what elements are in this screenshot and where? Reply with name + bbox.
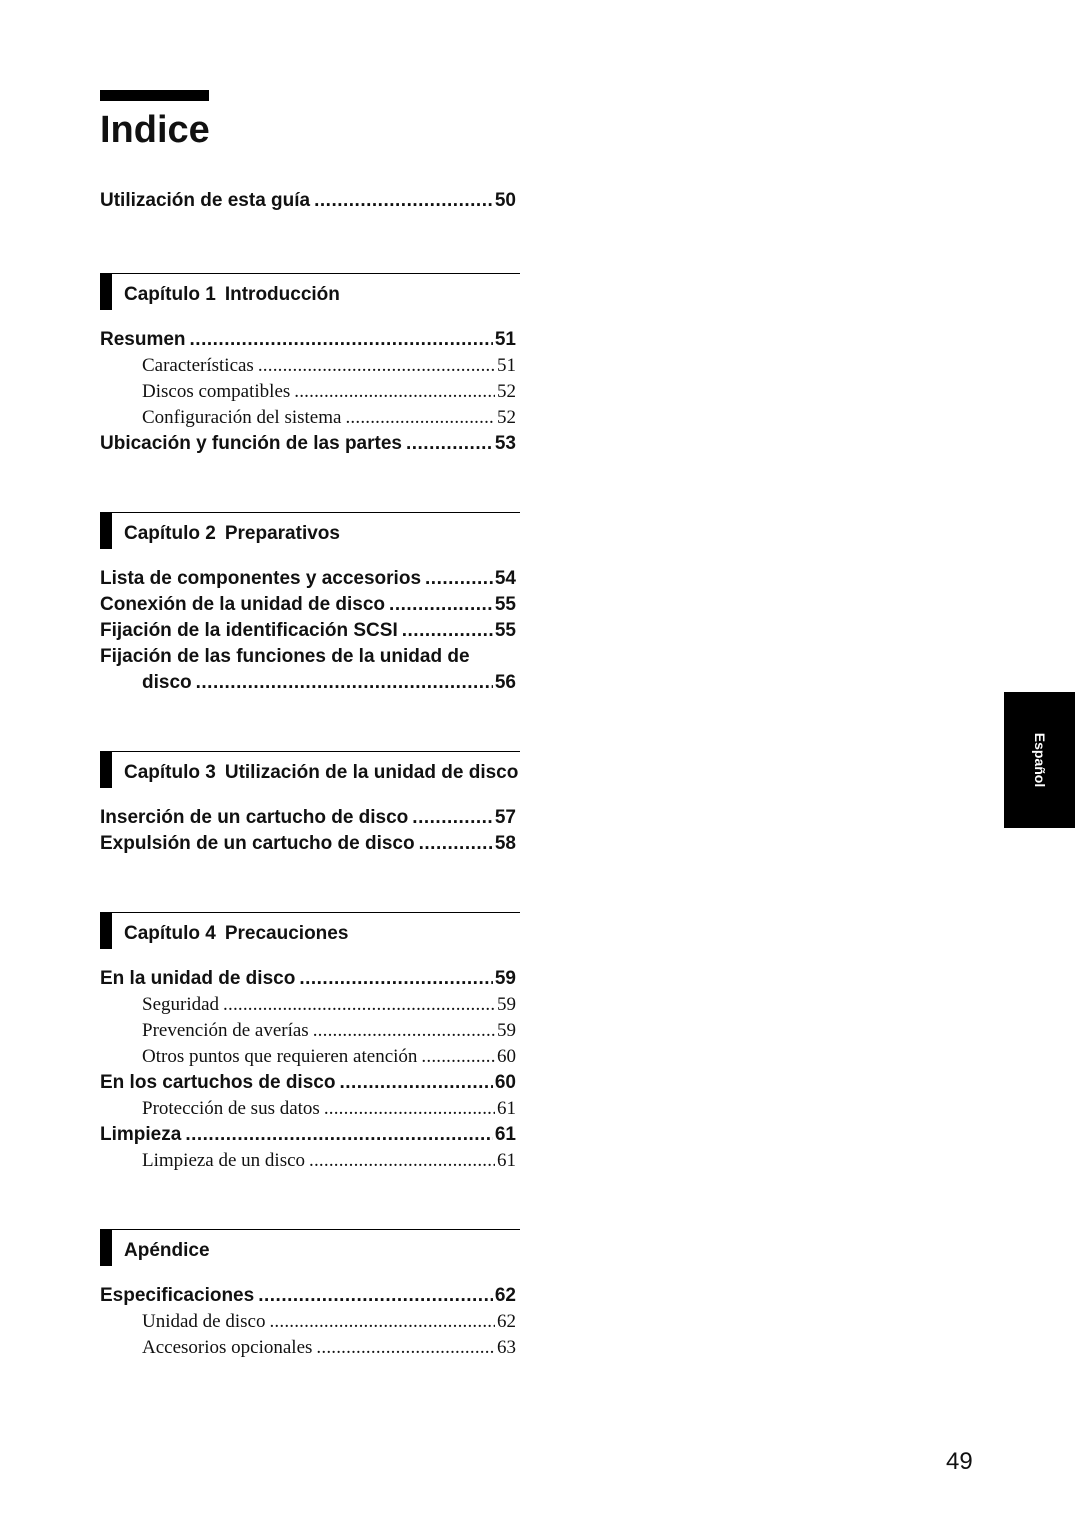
chapter-marker xyxy=(100,274,112,310)
dot-leader xyxy=(190,327,493,353)
toc-entry-label: Resumen xyxy=(100,329,186,350)
dot-leader xyxy=(412,805,493,831)
toc-entry-lista-componentes[interactable] xyxy=(100,566,520,592)
toc-subentry-limpieza-disco[interactable] xyxy=(100,1148,520,1174)
toc-subentry-discos-compatibles[interactable] xyxy=(100,379,520,405)
toc-entry-page: 60 xyxy=(494,1072,516,1093)
chapter-marker xyxy=(100,913,112,949)
language-tab[interactable] xyxy=(1004,692,1075,828)
chapter-name: Utilización de la unidad de disco xyxy=(224,762,519,783)
toc-entry-page: 62 xyxy=(494,1285,516,1306)
toc-subentry-page: 60 xyxy=(497,1046,516,1067)
toc-subentry-accesorios[interactable] xyxy=(100,1335,520,1361)
chapter-number: Capítulo 2 xyxy=(124,523,216,544)
dot-leader xyxy=(258,353,495,379)
chapter-name: Precauciones xyxy=(224,923,349,944)
dot-leader xyxy=(313,1018,495,1044)
toc-entry-page: 56 xyxy=(494,672,516,693)
title-rule xyxy=(100,90,209,101)
dot-leader xyxy=(294,379,495,405)
chapter-number: Capítulo 1 xyxy=(124,284,216,305)
chapter-marker xyxy=(100,513,112,549)
toc-subentry-otros-puntos[interactable] xyxy=(100,1044,520,1070)
toc-entry-page: 58 xyxy=(494,833,516,854)
chapter-name: Introducción xyxy=(224,284,340,305)
toc-entry-label: disco xyxy=(142,672,192,693)
dot-leader xyxy=(402,618,493,644)
toc-subentry-page: 51 xyxy=(497,355,516,376)
toc-subentry-page: 61 xyxy=(497,1098,516,1119)
dot-leader xyxy=(223,992,495,1018)
language-tab-label: Español xyxy=(1031,732,1048,788)
dot-leader xyxy=(314,188,493,214)
toc-subentry-label: Prevención de averías xyxy=(142,1020,309,1041)
toc-entry-fijacion-scsi[interactable] xyxy=(100,618,520,644)
dot-leader xyxy=(421,1044,495,1070)
chapter-marker xyxy=(100,752,112,788)
toc-subentry-page: 59 xyxy=(497,994,516,1015)
toc-entry-page: 51 xyxy=(494,329,516,350)
dot-leader xyxy=(258,1283,493,1309)
dot-leader xyxy=(299,966,493,992)
toc-entry-label: En los cartuchos de disco xyxy=(100,1072,336,1093)
chapter-number: Capítulo 4 xyxy=(124,923,216,944)
toc-entry-en-la-unidad[interactable] xyxy=(100,966,520,992)
toc-entry-fijacion-funciones[interactable] xyxy=(100,670,520,696)
dot-leader xyxy=(185,1122,493,1148)
chapter-heading-2 xyxy=(100,512,520,556)
dot-leader xyxy=(345,405,495,431)
toc-entry-limpieza[interactable] xyxy=(100,1122,520,1148)
toc-entry-expulsion[interactable] xyxy=(100,831,520,857)
toc-subentry-page: 62 xyxy=(497,1311,516,1332)
dot-leader xyxy=(406,431,493,457)
chapter-number: Capítulo 3 xyxy=(124,762,216,783)
toc-entry-page: 61 xyxy=(494,1124,516,1145)
toc-entry-page: 55 xyxy=(494,594,516,615)
toc-entry-label: Utilización de esta guía xyxy=(100,190,311,211)
toc-subentry-label: Configuración del sistema xyxy=(142,407,342,428)
toc-entry-page: 54 xyxy=(494,568,516,589)
toc-subentry-proteccion[interactable] xyxy=(100,1096,520,1122)
toc-subentry-seguridad[interactable] xyxy=(100,992,520,1018)
page-title: Indice xyxy=(100,109,210,151)
toc-subentry-page: 52 xyxy=(497,381,516,402)
toc-entry-label: Conexión de la unidad de disco xyxy=(100,594,386,615)
dot-leader xyxy=(425,566,493,592)
toc-entry-label: Limpieza xyxy=(100,1124,182,1145)
toc-entry-page: 53 xyxy=(494,433,516,454)
appendix-heading xyxy=(100,1229,520,1273)
chapter-marker xyxy=(100,1230,112,1266)
chapter-heading-1 xyxy=(100,273,520,317)
toc-entry-especificaciones[interactable] xyxy=(100,1283,520,1309)
dot-leader xyxy=(419,831,493,857)
chapter-name: Preparativos xyxy=(224,523,340,544)
toc-subentry-prevencion[interactable] xyxy=(100,1018,520,1044)
toc-subentry-label: Seguridad xyxy=(142,994,220,1015)
toc-entry-conexion[interactable] xyxy=(100,592,520,618)
toc-subentry-label: Unidad de disco xyxy=(142,1311,266,1332)
toc-entry-label: En la unidad de disco xyxy=(100,968,296,989)
toc-entry-page: 59 xyxy=(494,968,516,989)
dot-leader xyxy=(339,1070,492,1096)
toc-entry-utilizacion[interactable] xyxy=(100,188,520,214)
toc-subentry-page: 61 xyxy=(497,1150,516,1171)
dot-leader xyxy=(269,1309,495,1335)
toc-subentry-page: 52 xyxy=(497,407,516,428)
toc-subentry-label: Discos compatibles xyxy=(142,381,291,402)
toc-subentry-label: Limpieza de un disco xyxy=(142,1150,306,1171)
toc-subentry-configuracion[interactable] xyxy=(100,405,520,431)
dot-leader xyxy=(324,1096,495,1122)
page-number: 49 xyxy=(946,1448,973,1475)
toc-subentry-label: Accesorios opcionales xyxy=(142,1337,313,1358)
dot-leader xyxy=(309,1148,495,1174)
toc-subentry-label: Protección de sus datos xyxy=(142,1098,320,1119)
chapter-heading-3 xyxy=(100,751,520,795)
dot-leader xyxy=(196,670,493,696)
toc-entry-label: Ubicación y función de las partes xyxy=(100,433,402,454)
dot-leader xyxy=(316,1335,495,1361)
toc-entry-page: 50 xyxy=(494,190,516,211)
toc-entry-ubicacion[interactable] xyxy=(100,431,520,457)
toc-entry-label: Expulsión de un cartucho de disco xyxy=(100,833,415,854)
toc-entry-label: Lista de componentes y accesorios xyxy=(100,568,422,589)
toc-entry-fijacion-funciones-line1[interactable]: Fijación de las funciones de la unidad de xyxy=(100,646,470,667)
toc-entry-label: Especificaciones xyxy=(100,1285,255,1306)
toc-entry-label: Inserción de un cartucho de disco xyxy=(100,807,409,828)
toc-subentry-label: Características xyxy=(142,355,254,376)
chapter-name: Apéndice xyxy=(124,1240,210,1261)
toc-entry-label: Fijación de la identificación SCSI xyxy=(100,620,398,641)
toc-subentry-unidad-disco[interactable] xyxy=(100,1309,520,1335)
table-of-contents xyxy=(100,188,520,1361)
dot-leader xyxy=(389,592,493,618)
toc-subentry-caracteristicas[interactable] xyxy=(100,353,520,379)
toc-entry-insercion[interactable] xyxy=(100,805,520,831)
toc-entry-cartuchos[interactable] xyxy=(100,1070,520,1096)
toc-entry-page: 55 xyxy=(494,620,516,641)
toc-subentry-label: Otros puntos que requieren atención xyxy=(142,1046,418,1067)
toc-subentry-page: 59 xyxy=(497,1020,516,1041)
toc-entry-resumen[interactable] xyxy=(100,327,520,353)
toc-subentry-page: 63 xyxy=(497,1337,516,1358)
chapter-heading-4 xyxy=(100,912,520,956)
toc-entry-page: 57 xyxy=(494,807,516,828)
